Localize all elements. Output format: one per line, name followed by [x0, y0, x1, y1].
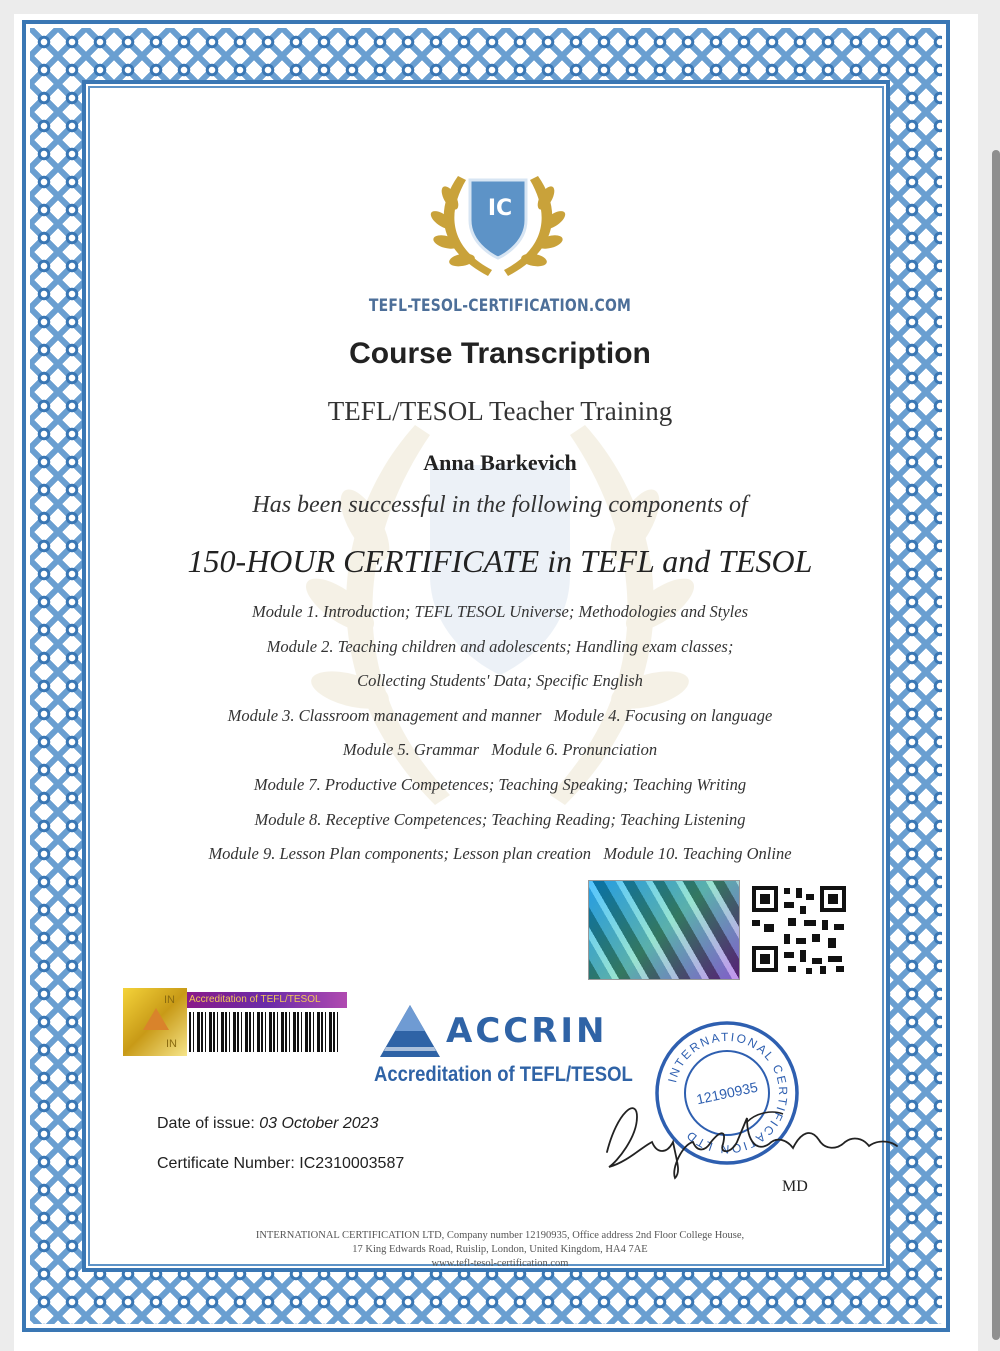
pyramid-icon — [143, 1008, 169, 1030]
certificate-number-value: IC2310003587 — [299, 1155, 405, 1172]
certificate-number — [157, 1155, 404, 1173]
gold-hologram — [123, 988, 187, 1056]
accrin-logo — [374, 1005, 633, 1095]
module-line: Collecting Students' Data; Specific English — [357, 671, 643, 691]
gold-text-bottom: IN — [166, 1038, 177, 1050]
certificate-number-label: Certificate Number: — [157, 1155, 300, 1172]
success-statement: Has been successful in the following components of — [252, 492, 748, 518]
gold-text-top: IN — [164, 994, 175, 1006]
module-line: Module 8. Receptive Competences; Teaching Reading; Teaching Listening — [254, 809, 746, 829]
module-line: Module 5. Grammar Module 6. Pronunciation — [342, 740, 658, 760]
footer-address — [0, 1229, 1000, 1271]
accrin-wordmark: ACCRIN — [446, 1011, 608, 1051]
brand-site-name: TEFL-TESOL-CERTIFICATION.COM — [368, 296, 632, 316]
module-line: Module 1. Introduction; TEFL TESOL Universe; Methodologies and Styles — [251, 602, 749, 621]
barcode — [189, 1012, 341, 1052]
course-subtitle: TEFL/TESOL Teacher Training — [327, 396, 673, 426]
footer-website-link[interactable]: www.tefl-tesol-certification.com — [431, 1258, 569, 1269]
date-of-issue-label: Date of issue: — [157, 1115, 260, 1132]
page-title: Course Transcription — [349, 337, 651, 370]
accreditation-label — [123, 988, 345, 1056]
signature-icon — [597, 1092, 907, 1182]
logo-initials: IC — [487, 196, 513, 221]
module-line: Module 2. Teaching children and adolescents; Handling exam classes; — [266, 636, 734, 656]
hologram-sticker — [588, 880, 740, 980]
qr-code-icon[interactable] — [744, 880, 856, 978]
module-list — [0, 601, 1000, 878]
footer-line-2: 17 King Edwards Road, Ruislip, London, United Kingdom, HA4 7AE — [352, 1244, 648, 1255]
module-line: Module 3. Classroom management and manner Module 4. Focusing on language — [227, 705, 773, 725]
svg-text:INTERNATIONAL CERTIFICATION LT: INTERNATIONAL CERTIFICATION LTD — [665, 1029, 791, 1157]
certificate-name: 150-HOUR CERTIFICATE in TEFL and TESOL — [187, 543, 813, 579]
accrin-pyramid-icon — [380, 1005, 440, 1057]
module-line: Module 7. Productive Competences; Teaching Speaking; Teaching Writing — [253, 774, 747, 794]
recipient-name: Anna Barkevich — [423, 450, 577, 475]
accrin-subtitle: Accreditation of TEFL/TESOL — [374, 1063, 633, 1086]
date-of-issue-value: 03 October 2023 — [259, 1115, 379, 1132]
module-line: Module 9. Lesson Plan components; Lesson plan creation Module 10. Teaching Online — [208, 844, 792, 864]
svg-text:12190935: 12190935 — [694, 1078, 760, 1108]
date-of-issue — [157, 1115, 378, 1133]
signatory-title: MD — [782, 1178, 808, 1195]
footer-line-1: INTERNATIONAL CERTIFICATION LTD, Company number 12190935, Office address 2nd Floor College House, — [255, 1230, 745, 1241]
accreditation-strip-text: Accreditation of TEFL/TESOL — [187, 992, 347, 1008]
